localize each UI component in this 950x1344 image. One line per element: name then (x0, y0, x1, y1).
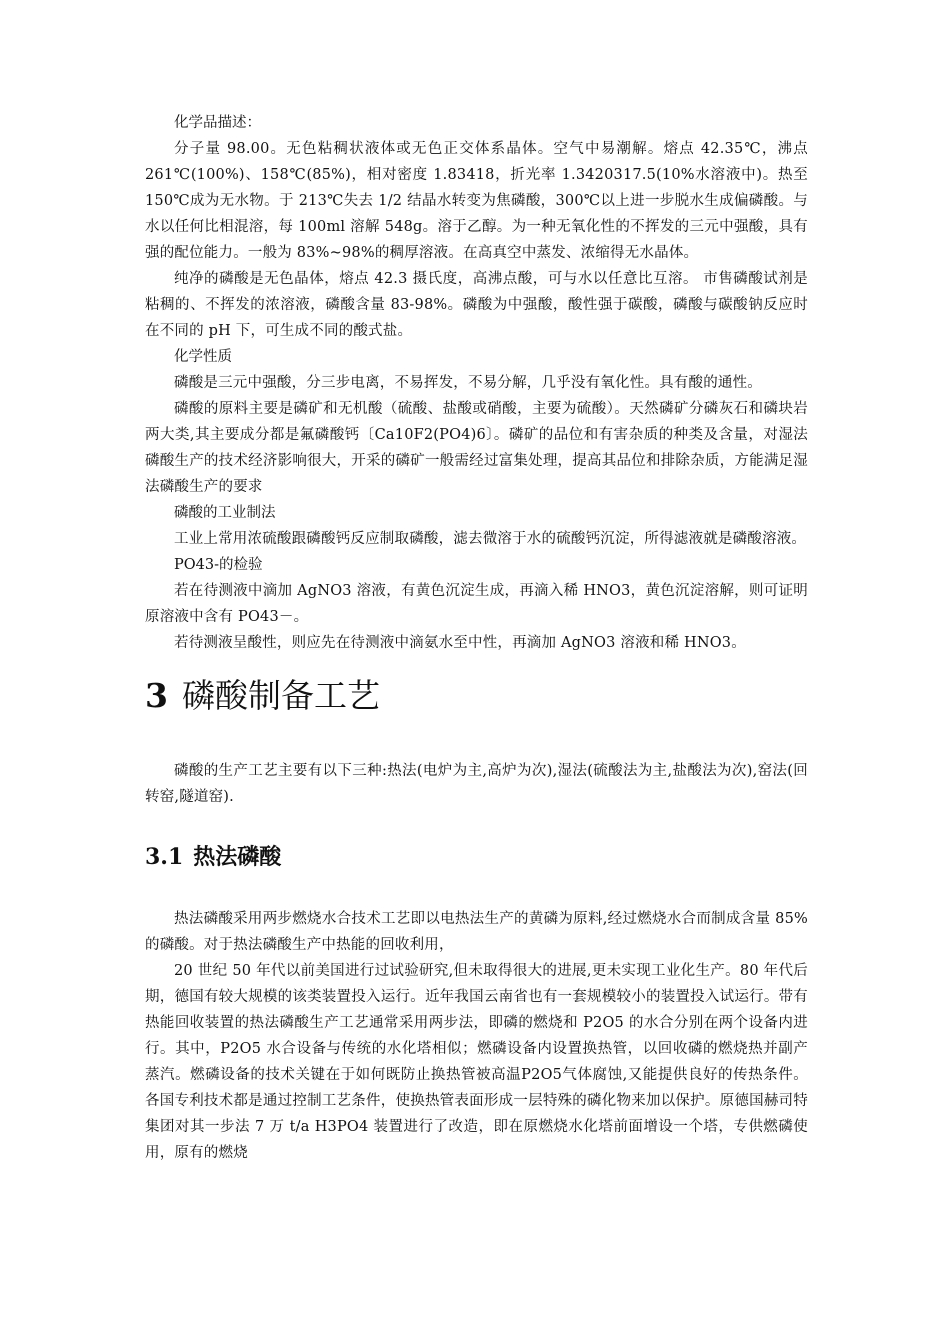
section-3-1-heading (145, 842, 808, 872)
section-3-1-paragraph-2: 20 世纪 50 年代以前美国进行过试验研究,但未取得很大的进展,更未实现工业化生产。80 年代后期，德国有较大规模的该类装置投入运行。近年我国云南省也有一套规模较小的装置投入试运行。带有热能回收装置的热法磷酸生产工艺通常采用两步法，即磷的燃烧和 P2O5 的水合分别在两个设备内进行。其中，P2O5 水合设备与传统的水化塔相似；燃磷设备内设置换热管，以回收磷的燃烧热并副产蒸汽。燃磷设备的技术关键在于如何既防止换热管被高温P2O5气体腐蚀,又能提供良好的传热条件。各国专利技术都是通过控制工艺条件，使换热管表面形成一层特殊的磷化物来加以保护。原德国赫司特集团对其一步法 7 万 t/a H3PO4 装置进行了改造，即在原燃烧水化塔前面增设一个塔，专供燃磷使用，原有的燃烧 (145, 963, 808, 1161)
section-3-intro: 磷酸的生产工艺主要有以下三种:热法(电炉为主,高炉为次),湿法(硫酸法为主,盐酸法为次),窑法(回转窑,隧道窑). (145, 763, 808, 805)
phosphate-test-label: PO43-的检验 (174, 557, 263, 573)
industrial-method-label: 磷酸的工业制法 (174, 505, 276, 521)
chemical-description-label: 化学品描述： (174, 115, 261, 131)
section-3-1-title: 热法磷酸 (193, 844, 282, 870)
section-3-1-paragraph-1: 热法磷酸采用两步燃烧水合技术工艺即以电热法生产的黄磷为原料,经过燃烧水合而制成含量 85%的磷酸。对于热法磷酸生产中热能的回收利用， (145, 911, 808, 953)
document-body (145, 110, 808, 1166)
phosphate-test-text-2: 若待测液呈酸性，则应先在待测液中滴氨水至中性，再滴加 AgNO3 溶液和稀 HNO3。 (174, 635, 746, 651)
chemical-properties-label: 化学性质 (174, 349, 232, 365)
industrial-method-text: 工业上常用浓硫酸跟磷酸钙反应制取磷酸，滤去微溶于水的硫酸钙沉淀，所得滤液就是磷酸溶液。 (174, 531, 807, 547)
section-3-heading (145, 676, 808, 716)
pure-phosphoric-acid-text: 纯净的磷酸是无色晶体，熔点 42.3 摄氏度，高沸点酸，可与水以任意比互溶。 市售磷酸试剂是粘稠的、不挥发的浓溶液，磷酸含量 83-98%。磷酸为中强酸，酸性强于碳酸，磷酸与碳酸钠反应时在不同的 pH 下，可生成不同的酸式盐。 (145, 271, 808, 339)
chemical-description-text: 分子量 98.00。无色粘稠状液体或无色正交体系晶体。空气中易潮解。熔点 42.35℃，沸点 261℃(100%)、158℃(85%)，相对密度 1.83418，折光率 1.3420317.5(10%水溶液中)。热至 150℃成为无水物。于 213℃失去 1/2 结晶水转变为焦磷酸，300℃以上进一步脱水生成偏磷酸。与水以任何比相混溶，每 100ml 溶解 548g。溶于乙醇。为一种无氧化性的不挥发的三元中强酸，具有强的配位能力。一般为 83%~98%的稠厚溶液。在高真空中蒸发、浓缩得无水晶体。 (145, 141, 808, 261)
raw-materials-text: 磷酸的原料主要是磷矿和无机酸（硫酸、盐酸或硝酸，主要为硫酸）。天然磷矿分磷灰石和磷块岩两大类,其主要成分都是氟磷酸钙〔Ca10F2(PO4)6〕。磷矿的品位和有害杂质的种类及含量，对湿法磷酸生产的技术经济影响很大，开采的磷矿一般需经过富集处理，提高其品位和排除杂质，方能满足湿法磷酸生产的要求 (145, 401, 808, 495)
section-3-1-number: 3.1 (145, 844, 184, 870)
section-3-number: 3 (145, 676, 168, 715)
chemical-properties-text: 磷酸是三元中强酸，分三步电离，不易挥发，不易分解，几乎没有氧化性。具有酸的通性。 (174, 375, 762, 391)
section-3-title: 磷酸制备工艺 (181, 676, 380, 715)
phosphate-test-text-1: 若在待测液中滴加 AgNO3 溶液，有黄色沉淀生成，再滴入稀 HNO3，黄色沉淀溶解，则可证明原溶液中含有 PO43－。 (145, 583, 808, 625)
